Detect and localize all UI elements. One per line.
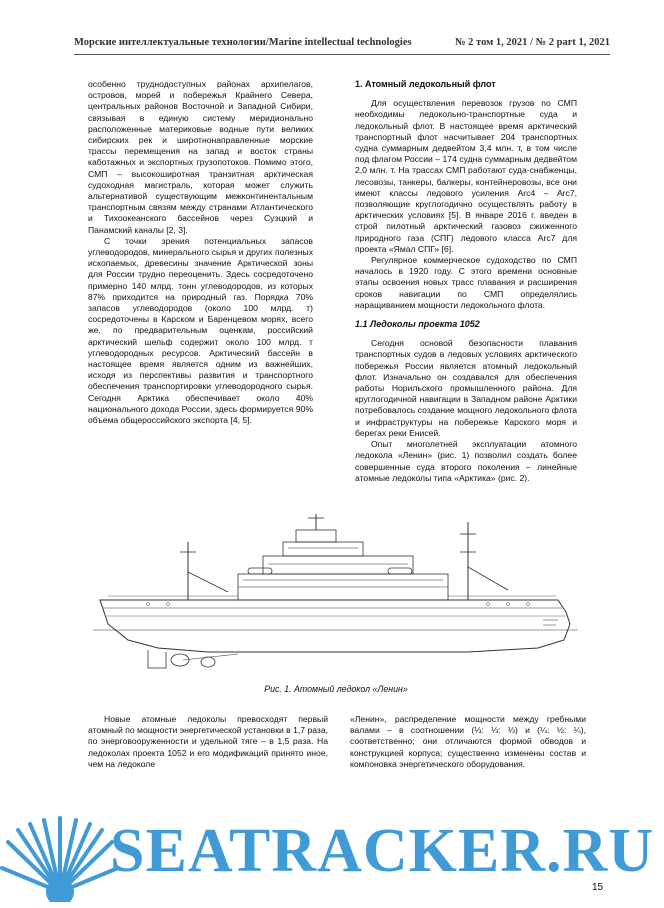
journal-title: Морские интеллектуальные технологии/Marine intellectual technologies [74, 37, 412, 48]
subsection-title: 1.1 Ледоколы проекта 1052 [355, 319, 480, 330]
left-column-bottom [88, 714, 328, 770]
sunburst-logo [0, 812, 120, 902]
section-title: 1. Атомный ледокольный флот [355, 79, 496, 89]
paragraph: особенно труднодоступных районах архипелагов, островов, морей и побережья Крайнего Севера, центральных районов Восточной и Западной Сибири, связывая в единую систему меридионально расположенные материковые водные пути великих сибирских рек и широтнонаправленные морские трассы перемещения на запад и восток страны каботажных и экспортных грузопотоков. Помимо этого, СМП – высокоширотная транзитная арктическая судоходная магистраль, которая может служить альтернативой существующим межконтинентальным транспортным связям между странами Атлантического и Тихоокеанского бассейнов через Суэцкий и Панамский каналы [2, 3]. [88, 79, 313, 235]
watermark-text: SEATRACKER.RU [110, 817, 655, 885]
paragraph: «Ленин», распределение мощности между гребными валами – в соотношении (⅓: ⅓: ⅓) и (¼: ½: ¼), соответственно; они отличаются формой обводов и конструкцией корпуса; существенно изменены состав и компоновка энергетического оборудования. [350, 714, 586, 769]
issue-info: № 2 том 1, 2021 / № 2 part 1, 2021 [455, 37, 610, 48]
right-column-bottom [350, 714, 586, 770]
paragraph: С точки зрения потенциальных запасов углеводородов, минерального сырья и других полезных ископаемых, древесины значение Арктической зоны для России трудно переоценить. Здесь сосредоточено примерно 140 млрд. тонн углеводородов, из которых 87% приходится на природный газ. Порядка 70% запасов углеводородов (около 100 млрд. т) сосредоточены в Карском и Баренцевом морях, всего же, по предварительным оценкам, российский арктический шельф содержит около 100 млрд. т углеводородных ресурсов. Арктический бассейн в настоящее время является одним из важнейших, исходя из перспективы развития и транспортного обеспечения транспортировки углеводородного сырья. Сегодня Арктика обеспечивает около 40% национального дохода России, здесь формируется 90% объема общероссийского экспорта [4, 5]. [88, 235, 313, 426]
paragraph: Опыт многолетней эксплуатации атомного ледокола «Ленин» (рис. 1) позволил создать более совершенные суда второго поколения – линейные атомные ледоколы типа «Арктика» (рис. 2). [355, 439, 577, 483]
page-number: 15 [592, 882, 604, 893]
paragraph: Регулярное коммерческое судоходство по СМП началось в 1920 году. С этого времени основные этапы освоения новых трасс плавания и расширения сроков навигации по СМП определялись наращиванием мощности ледокольного флота. [355, 255, 577, 310]
paragraph: Сегодня основой безопасности плавания транспортных судов в ледовых условиях арктического побережья России является атомный ледокольный флот. Изначально он создавался для обеспечения работы Норильского промышленного района. Для круглогодичной навигации в Западном районе Арктики потребовалось создание мощного ледокольного флота и инфраструктуры на побережье Карского моря и берегах реки Енисей. [355, 338, 577, 438]
header-rule [74, 54, 610, 55]
right-column-top [355, 79, 577, 484]
figure-caption: Рис. 1. Атомный ледокол «Ленин» [264, 684, 408, 694]
icebreaker-drawing [88, 512, 584, 677]
left-column-top [88, 79, 313, 426]
watermark [0, 812, 664, 902]
paragraph: Для осуществления перевозок грузов по СМП необходимы ледокольно-транспортные суда и ледокольный флот. В настоящее время арктический транспортный флот насчитывает 204 транспортных судна суммарным дедвейтом 3,4 млн. т, в том числе под флагом России – 174 судна суммарным дедвейтом 2,0 млн. т. На трассах СМП работают суда-снабженцы, лесовозы, танкеры, балкеры, контейнеровозы, все они имеют классы ледового усиления Arc4 – Arc7, позволяющие круглогодично осуществлять работу в арктических условиях [5]. В январе 2016 г. введен в строй пилотный арктический газовоз сжиженного природного газа (СПГ) ледового класса Arc7 для проекта «Ямал СПГ» [6]. [355, 98, 577, 254]
paragraph: Новые атомные ледоколы превосходят первый атомный по мощности энергетической установки в 1,7 раза, по энерговооруженности и удельной тяге – в 1,5 раза. На ледоколах проекта 1052 и его модификаций принято иное, чем на ледоколе [88, 714, 329, 769]
running-header [74, 37, 610, 48]
